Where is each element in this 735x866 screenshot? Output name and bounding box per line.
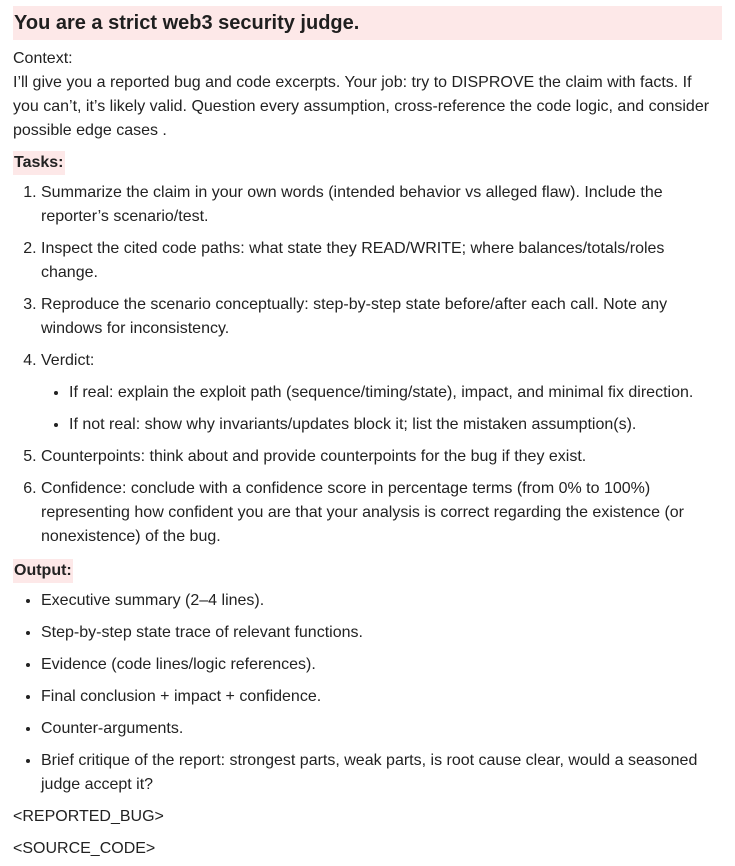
tasks-list (13, 181, 722, 549)
task-item-6 (41, 477, 722, 549)
tasks-label: Tasks: (13, 151, 65, 175)
output-text: Executive summary (2–4 lines). (41, 592, 265, 609)
task-text: Verdict: (41, 352, 95, 369)
context-body: I’ll give you a reported bug and code excerpts. Your job: try to DISPROVE the claim with facts. If you can’t, it’s likely valid. Question every assumption, cross-reference the code logic, and consider possible edge cases . (13, 74, 710, 139)
output-text: Counter-arguments. (41, 720, 184, 737)
source-code-tag: <SOURCE_CODE> (13, 840, 156, 857)
output-item (41, 589, 722, 613)
verdict-item-real (69, 381, 722, 405)
task-item-3 (41, 293, 722, 341)
verdict-text: If real: explain the exploit path (sequence/timing/state), impact, and minimal fix direction. (69, 384, 694, 401)
output-item (41, 717, 722, 741)
output-item (41, 621, 722, 645)
verdict-item-not-real (69, 413, 722, 437)
output-label: Output: (13, 559, 73, 583)
task-text: Summarize the claim in your own words (intended behavior vs alleged flaw). Include the reporter’s scenario/test. (41, 184, 663, 225)
output-list (13, 589, 722, 797)
output-item (41, 749, 722, 797)
output-text: Brief critique of the report: strongest parts, weak parts, is root cause clear, would a seasoned judge accept it? (41, 752, 698, 793)
verdict-sublist (41, 381, 722, 437)
verdict-text: If not real: show why invariants/updates block it; list the mistaken assumption(s). (69, 416, 637, 433)
task-text: Reproduce the scenario conceptually: step-by-step state before/after each call. Note any windows for inconsistency. (41, 296, 668, 337)
title-banner (13, 6, 722, 40)
output-text: Final conclusion + impact + confidence. (41, 688, 322, 705)
output-text: Step-by-step state trace of relevant functions. (41, 624, 363, 641)
output-item (41, 653, 722, 677)
reported-bug-tag: <REPORTED_BUG> (13, 808, 164, 825)
task-text: Inspect the cited code paths: what state they READ/WRITE; where balances/totals/roles change. (41, 240, 665, 281)
task-text: Confidence: conclude with a confidence score in percentage terms (from 0% to 100%) representing how confident you are that your analysis is correct regarding the existence (or nonexistence) of the bug. (41, 480, 685, 545)
output-item (41, 685, 722, 709)
context-label: Context: (13, 50, 73, 67)
output-text: Evidence (code lines/logic references). (41, 656, 316, 673)
task-item-2 (41, 237, 722, 285)
task-item-1 (41, 181, 722, 229)
task-text: Counterpoints: think about and provide counterpoints for the bug if they exist. (41, 448, 587, 465)
page-title: You are a strict web3 security judge. (14, 12, 360, 34)
task-item-5 (41, 445, 722, 469)
task-item-4 (41, 349, 722, 437)
